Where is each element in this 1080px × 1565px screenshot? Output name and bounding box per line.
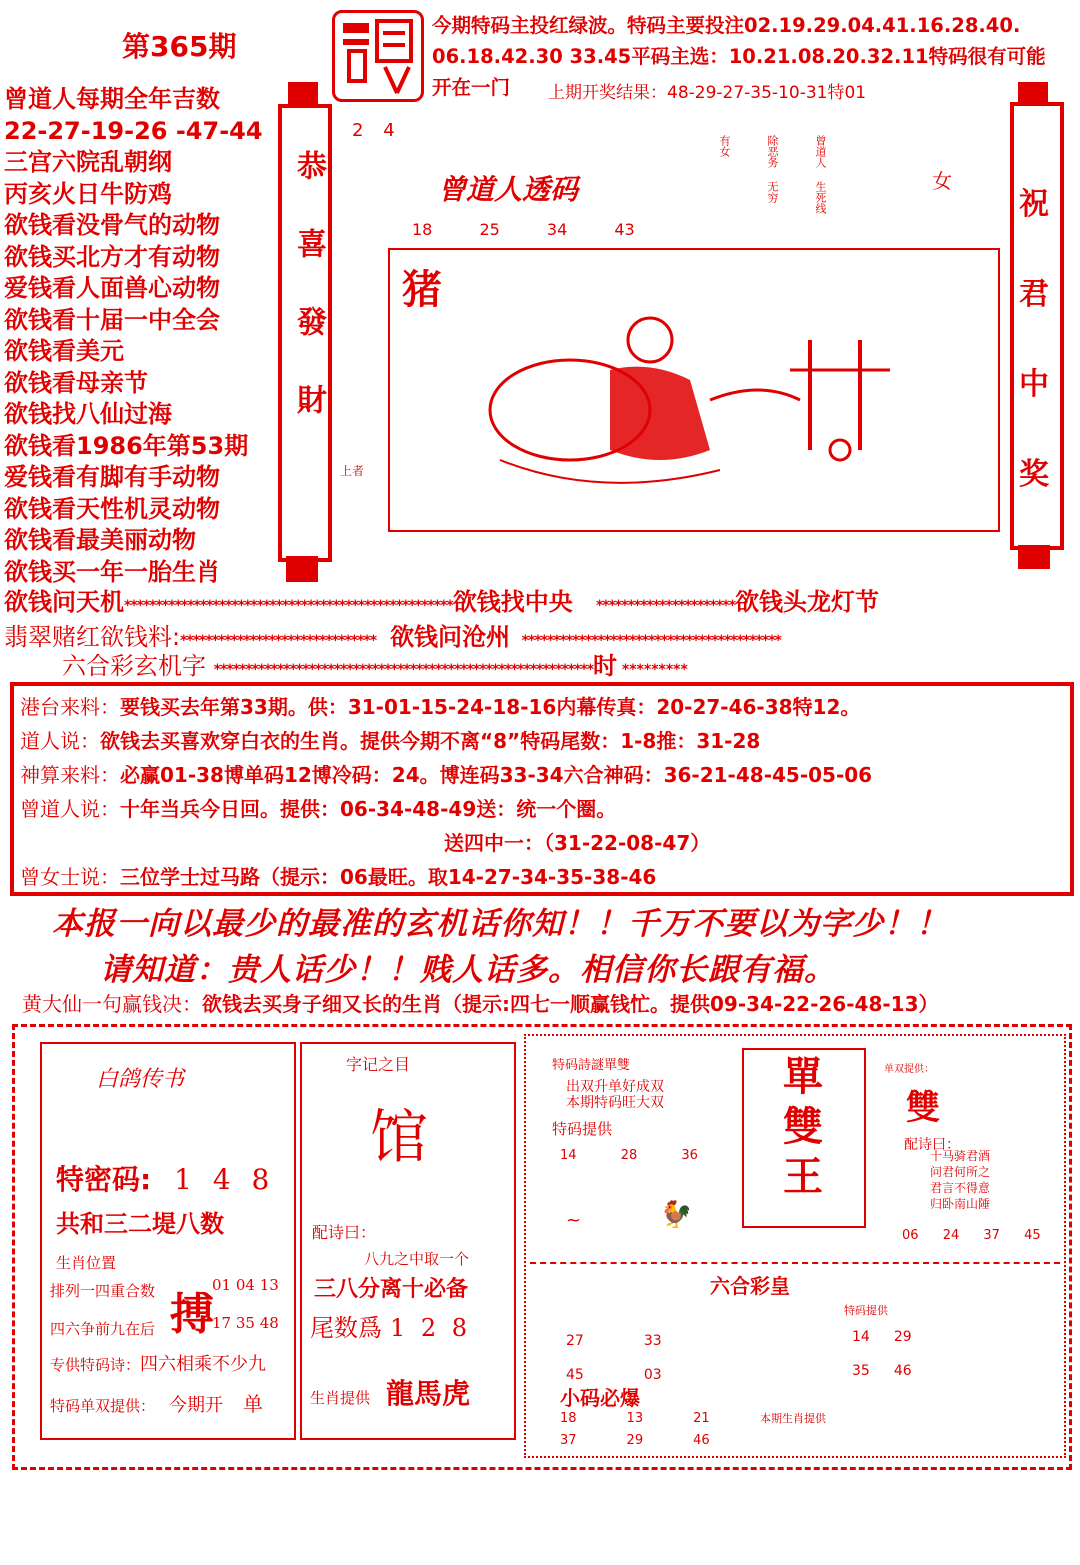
top-notice-line1: 今期特码主投红绿波。特码主要投注02.19.29.04.41.16.28.40. (432, 14, 1021, 37)
bm-poem-label: 配诗曰： (312, 1223, 377, 1242)
left-scroll-text: 恭喜發財 (291, 150, 326, 462)
panel-vertical-texts: 曾道人 生死线 除恶务 无穷 有女 (718, 135, 827, 214)
br-small-num: 29 (626, 1433, 644, 1448)
br-grid-row (566, 1324, 726, 1358)
riddle-line-3: 六合彩玄机字 ************************************************************时 ********* (62, 652, 688, 680)
bm-zodiac-value: 龍馬虎 (386, 1377, 471, 1410)
info-text: 三位学士过马路（提示：06最旺。取14-27-34-35-38-46 (120, 865, 657, 889)
panel-number: 43 (614, 220, 635, 239)
left-line: 欲钱看美元 (4, 337, 124, 365)
left-line: 爱钱看人面兽心动物 (4, 274, 220, 302)
info-label: 港台来料： (20, 695, 120, 719)
bm-slogan: 三八分离十必备 (314, 1277, 469, 1302)
king-chars (758, 1052, 848, 1202)
king-char: 單 (783, 1053, 823, 1100)
br-poem-line: 君言不得意 (930, 1181, 991, 1195)
bl-zodiac-title: 生肖位置 (56, 1254, 117, 1272)
issue-number: 第365期 (122, 30, 237, 63)
scroll-cap (1018, 545, 1050, 569)
bl-row1-nums: 01 04 13 (212, 1276, 279, 1294)
info-row (20, 724, 1060, 758)
br-poem-line: 问君何所之 (930, 1165, 991, 1179)
br-poem-line: 十马骑君酒 (930, 1149, 991, 1163)
deity-illustration (480, 300, 940, 500)
bm-zodiac (310, 1372, 470, 1412)
bm-big-char: 馆 (370, 1103, 429, 1171)
riddle-line-2: 翡翠赌红欲钱料:******************************* 欲钱问沧州 ***************************************** (4, 623, 781, 651)
left-line: 欲钱看天性机灵动物 (4, 494, 220, 523)
fish-icon: ~ (566, 1210, 582, 1231)
br-small-num: 18 (560, 1411, 577, 1426)
left-line: 欲钱买北方才有动物 (4, 242, 220, 271)
bl-row1-label: 排列一四重合数 (50, 1282, 156, 1300)
bm-tail-label: 尾数爲 (310, 1314, 382, 1342)
br-grid-title: 特码提供 (844, 1304, 888, 1317)
br-small-row (560, 1408, 710, 1430)
br-small-title: 小码必爆 (560, 1386, 640, 1410)
info-row (20, 690, 1060, 724)
panel-zodiac: 猪 (402, 267, 442, 313)
info-text: 十年当兵今日回。提供：06-34-48-49送：统一个圈。 (120, 797, 617, 821)
info-label: 曾道人说： (20, 797, 120, 821)
bl-row3-label: 专供特码诗： (50, 1356, 141, 1374)
panel-numbers (412, 220, 635, 239)
riddle-left: 欲钱问天机 (4, 588, 124, 616)
info-label: 道人说： (20, 729, 100, 753)
panel-female: 女 (932, 169, 952, 193)
info-text: 送四中一：（31-22-08-47） (444, 831, 711, 855)
scroll-char: 君 (1019, 277, 1049, 312)
scroll-cap (286, 556, 318, 582)
bl-row4 (50, 1388, 263, 1417)
left-line: 三宫六院乱朝纲 (4, 148, 172, 176)
scroll-char: 奖 (1019, 457, 1049, 492)
br-grid-row (852, 1354, 942, 1388)
top-notice-line2: 06.18.42.30 33.45平码主选：10.21.08.20.32.11特码很有可能 (432, 45, 1046, 68)
painting-caption: 上者 (340, 464, 365, 478)
left-line: 22-27-19-26 -47-44 (4, 116, 263, 145)
info-text: 要钱买去年第33期。供：31-01-15-24-18-16内幕传真：20-27-46-38特12。 (120, 695, 861, 719)
info-label: 曾女士说： (20, 865, 120, 889)
bl-poem: 共和三二堤八数 (56, 1209, 224, 1238)
left-line: 欲钱看没骨气的动物 (4, 211, 220, 239)
left-line: 欲钱看最美丽动物 (4, 526, 196, 554)
br-grid-num: 29 (893, 1329, 912, 1345)
br-grid-right (852, 1320, 942, 1388)
bl-title: 白鸽传书 (96, 1067, 185, 1092)
br-provide-title: 特码提供 (552, 1120, 613, 1138)
info-row (20, 860, 1060, 894)
bl-row4-mid: 今期开 (169, 1395, 224, 1416)
br-grid-num: 27 (566, 1333, 584, 1349)
info-row (20, 826, 1060, 860)
scroll-cap (1018, 82, 1048, 104)
br-poem-title: 特码詩謎單雙 (552, 1058, 631, 1073)
br-poem-line: 归卧南山陲 (930, 1197, 991, 1211)
br-small-num: 37 (560, 1433, 577, 1448)
slogan-1: 本报一向以最少的最准的玄机话你知！！千万不要以为字少！！ (52, 906, 948, 942)
panel-number: 25 (479, 220, 500, 239)
panel-title: 曾道人透码 (438, 173, 579, 206)
bl-row3-text: 四六相乘不少九 (140, 1354, 267, 1375)
br-small-num: 13 (626, 1411, 644, 1426)
br-grid-num: 33 (643, 1333, 662, 1349)
br-grid-num: 14 (852, 1329, 870, 1345)
scroll-cap (288, 82, 318, 106)
riddle-line-1: 欲钱问天机****************************************************欲钱找中央 **********************欲钱头龙灯节 (4, 588, 880, 616)
seal-icon (335, 13, 421, 99)
huang-line (22, 988, 939, 1017)
br-provide-num: 36 (681, 1148, 698, 1163)
left-line: 爱钱看有脚有手动物 (4, 463, 220, 491)
riddle-right: 欲钱头龙灯节 (735, 588, 880, 616)
info-label: 神算来料： (20, 763, 120, 787)
bottom-left-box (40, 1042, 296, 1440)
bl-row2-label: 四六争前九在后 (50, 1320, 156, 1338)
left-line: 欲钱看母亲节 (4, 368, 148, 397)
bm-zodiac-label: 生肖提供 (310, 1389, 371, 1407)
br-grid-num: 03 (643, 1367, 662, 1383)
scroll-char: 中 (1019, 367, 1049, 402)
rooster-icon: 🐓 (660, 1200, 693, 1230)
br-shuang: 雙 (906, 1088, 940, 1128)
br-single-nums (902, 1228, 1041, 1243)
panel-number: 18 (412, 220, 433, 239)
br-poem1: 出双升单好成双 (566, 1079, 664, 1095)
br-single-num: 06 (902, 1228, 919, 1243)
left-line: 欲钱买一年一胎生肖 (4, 557, 220, 586)
br-grid-num: 35 (852, 1363, 870, 1379)
riddle-right: 时 (593, 652, 618, 680)
br-small-row (560, 1430, 710, 1452)
zeng-dao-ren-seal (332, 10, 424, 102)
panel-top-nums (352, 120, 395, 141)
bl-row2-nums: 17 35 48 (212, 1314, 279, 1332)
riddle-mid: 欲钱问沧州 (390, 623, 511, 651)
bl-special-label: 特密码: (56, 1163, 152, 1196)
br-zodiac-title: 本期生肖提供 (760, 1412, 826, 1425)
panel-number: 34 (546, 220, 568, 239)
king-char: 王 (783, 1153, 823, 1200)
bm-title: 字记之目 (346, 1055, 411, 1074)
huang-label: 黄大仙一句赢钱决： (22, 992, 202, 1016)
br-poem-lines (930, 1148, 990, 1212)
br-provide-num: 28 (620, 1148, 638, 1163)
top-notice-line3: 开在一门 (432, 76, 511, 99)
bm-poem: 八九之中取一个 (364, 1250, 470, 1268)
slogan-2: 请知道：贵人话少！！贱人话多。相信你长跟有福。 (100, 952, 836, 988)
left-line: 欲钱找八仙过海 (4, 400, 172, 428)
info-row (20, 758, 1060, 792)
bm-tail-nums: 1 2 8 (390, 1314, 472, 1342)
br-small-nums (560, 1408, 710, 1452)
br-provide-num: 14 (560, 1148, 577, 1163)
bm-tail (310, 1308, 471, 1343)
panel-top-num: 4 (383, 120, 395, 141)
riddle-left: 六合彩玄机字 (62, 652, 206, 680)
last-result: 上期开奖结果：48-29-27-35-10-31特01 (548, 83, 867, 103)
left-line: 欲钱看十届一中全会 (4, 305, 220, 334)
left-line: 曾道人每期全年吉数 (4, 85, 220, 113)
br-heji: 六合彩皇 (710, 1274, 790, 1298)
br-provide-nums (560, 1148, 698, 1163)
scroll-char: 祝 (1019, 187, 1049, 222)
left-column (4, 84, 280, 588)
left-line: 丙亥火日牛防鸡 (4, 179, 172, 208)
huang-text: 欲钱去买身子细又长的生肖（提示:四七一顺赢钱忙。提供09-34-22-26-48-13） (202, 992, 939, 1016)
br-divider (530, 1262, 1060, 1264)
info-text: 欲钱去买喜欢穿白衣的生肖。提供今期不离“8”特码尾数：1-8推：31-28 (100, 729, 761, 753)
bl-row4-label: 特码单双提供： (50, 1397, 156, 1415)
riddle-mid: 欲钱找中央 (452, 588, 573, 616)
br-single-num: 45 (1024, 1228, 1041, 1243)
br-grid-row (852, 1320, 942, 1354)
info-text: 必赢01-38博单码12博冷码：24。博连码33-34六合神码：36-21-48-45-05-06 (120, 763, 873, 787)
right-scroll-text (1014, 160, 1054, 520)
bl-special (56, 1158, 275, 1198)
bl-special-nums: 1 4 8 (174, 1163, 276, 1196)
br-poem-label: 配诗曰： (904, 1137, 960, 1153)
br-small-num: 21 (693, 1411, 710, 1426)
br-grid-num: 46 (893, 1363, 912, 1379)
bl-bo: 搏 (170, 1289, 214, 1340)
br-small-num: 46 (693, 1433, 710, 1448)
info-lines (20, 690, 1060, 894)
left-line: 欲钱看1986年第53期 (4, 431, 249, 460)
riddle-left: 翡翠赌红欲钱料: (4, 623, 181, 651)
panel-top-num: 2 (352, 120, 364, 141)
bl-row3 (50, 1350, 266, 1376)
info-row (20, 792, 1060, 826)
br-poem2: 本期特码旺大双 (566, 1095, 664, 1111)
br-single-num: 37 (983, 1228, 1000, 1243)
bl-row4-val: 单 (243, 1392, 264, 1416)
br-danshuang-title: 单双提供： (884, 1064, 934, 1075)
br-grid-num: 45 (566, 1367, 584, 1383)
br-single-num: 24 (942, 1228, 960, 1243)
king-char: 雙 (783, 1103, 823, 1150)
